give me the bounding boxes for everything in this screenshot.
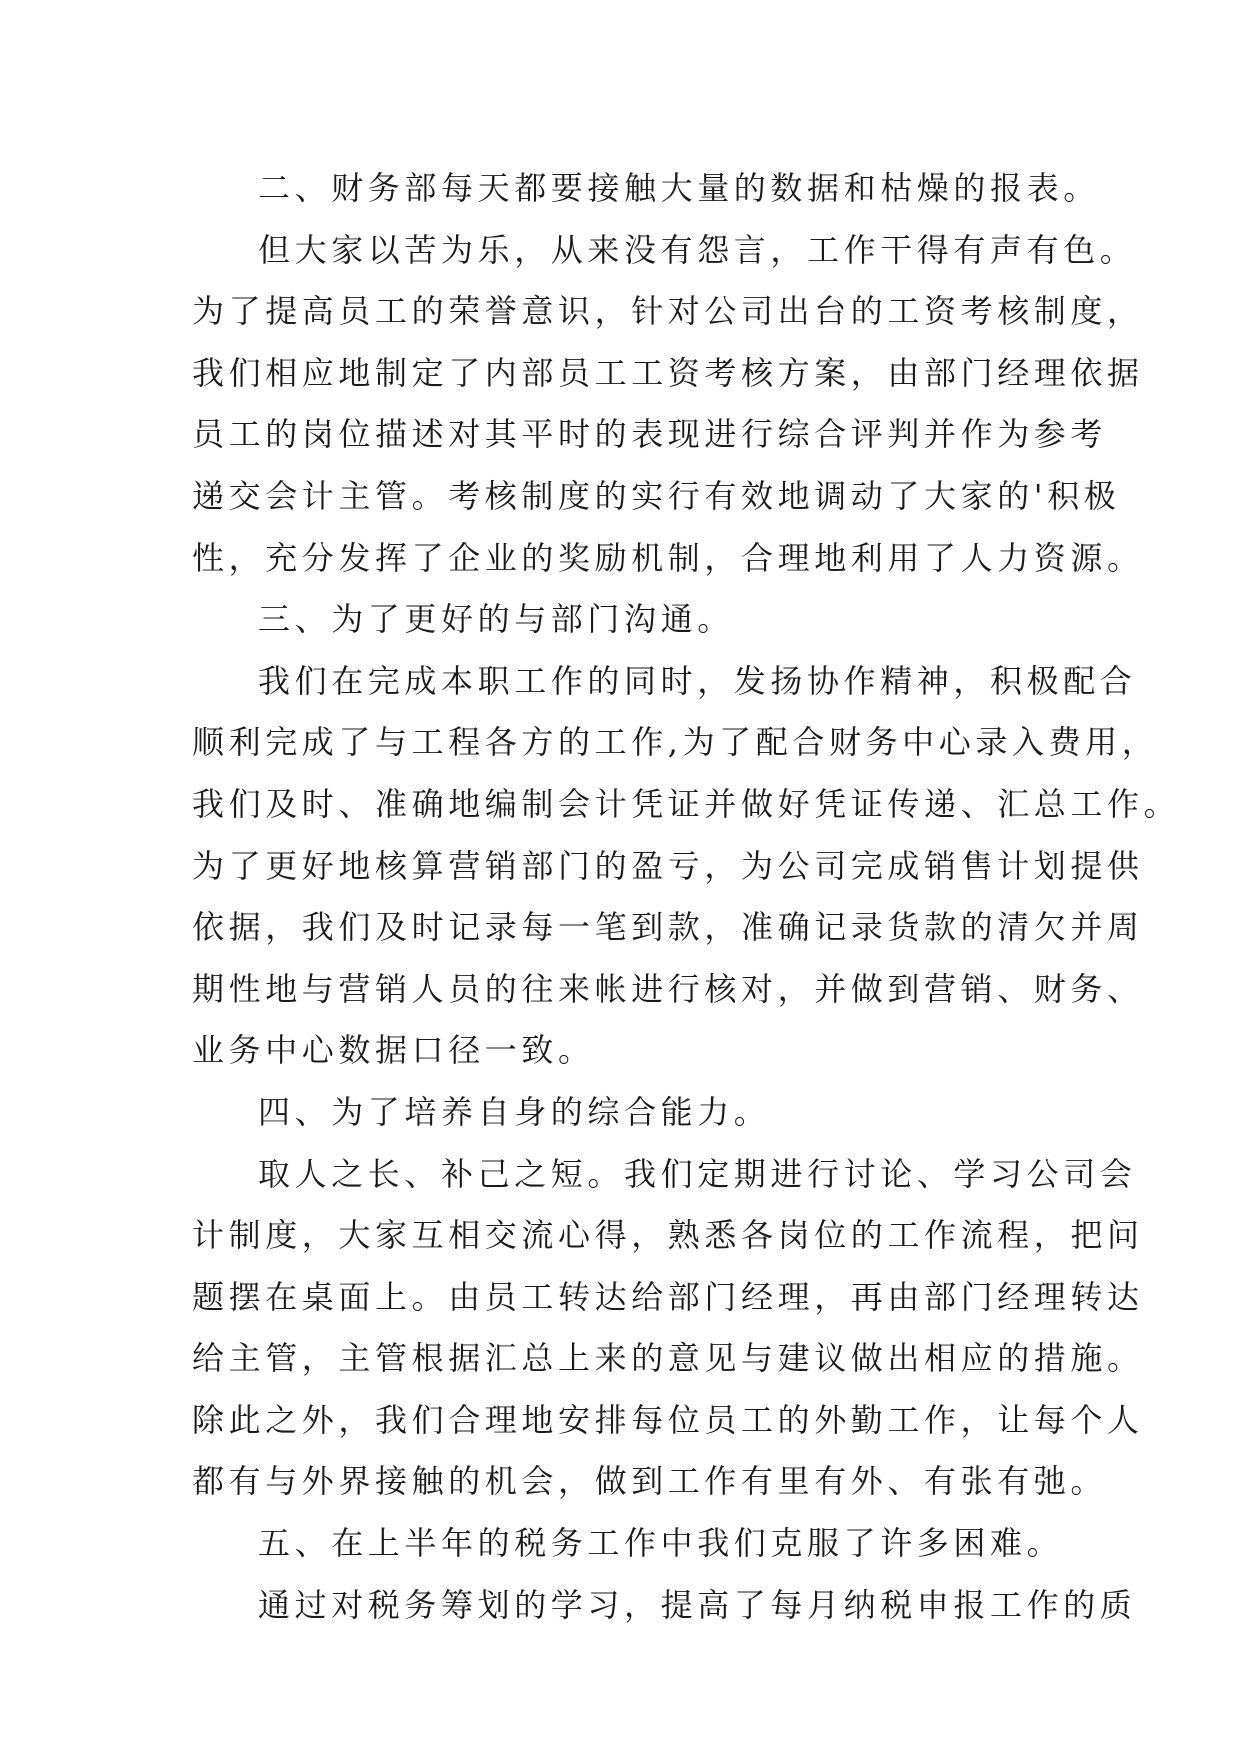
paragraph-line: 业务中心数据口径一致。: [192, 1031, 595, 1070]
paragraph-line: 都有与外界接触的机会，做到工作有里有外、有张有弛。: [192, 1462, 1108, 1501]
paragraph-line: 题摆在桌面上。由员工转达给部门经理，再由部门经理转达: [192, 1277, 1144, 1316]
document-body: [192, 158, 1181, 1636]
paragraph-line: 为了提高员工的荣誉意识，针对公司出台的工资考核制度，: [192, 292, 1144, 331]
paragraph-start-line: 通过对税务筹划的学习，提高了每月纳税申报工作的质: [258, 1585, 1137, 1624]
paragraph-line: 为了更好地核算营销部门的盈亏，为公司完成销售计划提供: [192, 846, 1144, 885]
paragraph-line: 除此之外，我们合理地安排每位员工的外勤工作，让每个人: [192, 1400, 1144, 1439]
paragraph-start-line: 取人之长、补己之短。我们定期进行讨论、学习公司会: [258, 1154, 1137, 1193]
paragraph-start-line: 五、在上半年的税务工作中我们克服了许多困难。: [258, 1524, 1064, 1563]
paragraph-start-line: 但大家以苦为乐，从来没有怨言，工作干得有声有色。: [258, 230, 1137, 269]
paragraph-line: 我们相应地制定了内部员工工资考核方案，由部门经理依据: [192, 353, 1144, 392]
paragraph-line: 我们及时、准确地编制会计凭证并做好凭证传递、汇总工作。: [192, 784, 1181, 823]
paragraph-start-line: 三、为了更好的与部门沟通。: [258, 600, 734, 639]
paragraph-start-line: 我们在完成本职工作的同时，发扬协作精神，积极配合: [258, 661, 1137, 700]
paragraph-start-line: 四、为了培养自身的综合能力。: [258, 1092, 771, 1131]
paragraph-line: 给主管，主管根据汇总上来的意见与建议做出相应的措施。: [192, 1339, 1144, 1378]
paragraph-line: 递交会计主管。考核制度的实行有效地调动了大家的'积极: [192, 476, 1121, 515]
paragraph-start-line: 二、财务部每天都要接触大量的数据和枯燥的报表。: [258, 169, 1100, 207]
paragraph-line: 期性地与营销人员的往来帐进行核对，并做到营销、财务、: [192, 969, 1144, 1008]
paragraph-line: 员工的岗位描述对其平时的表现进行综合评判并作为参考: [192, 415, 1108, 454]
paragraph-line: 顺利完成了与工程各方的工作,为了配合财务中心录入费用，: [192, 723, 1159, 762]
paragraph-line: 计制度，大家互相交流心得，熟悉各岗位的工作流程，把问: [192, 1216, 1144, 1255]
paragraph-line: 依据，我们及时记录每一笔到款，准确记录货款的清欠并周: [192, 908, 1144, 947]
paragraph-line: 性，充分发挥了企业的奖励机制，合理地利用了人力资源。: [192, 538, 1144, 577]
